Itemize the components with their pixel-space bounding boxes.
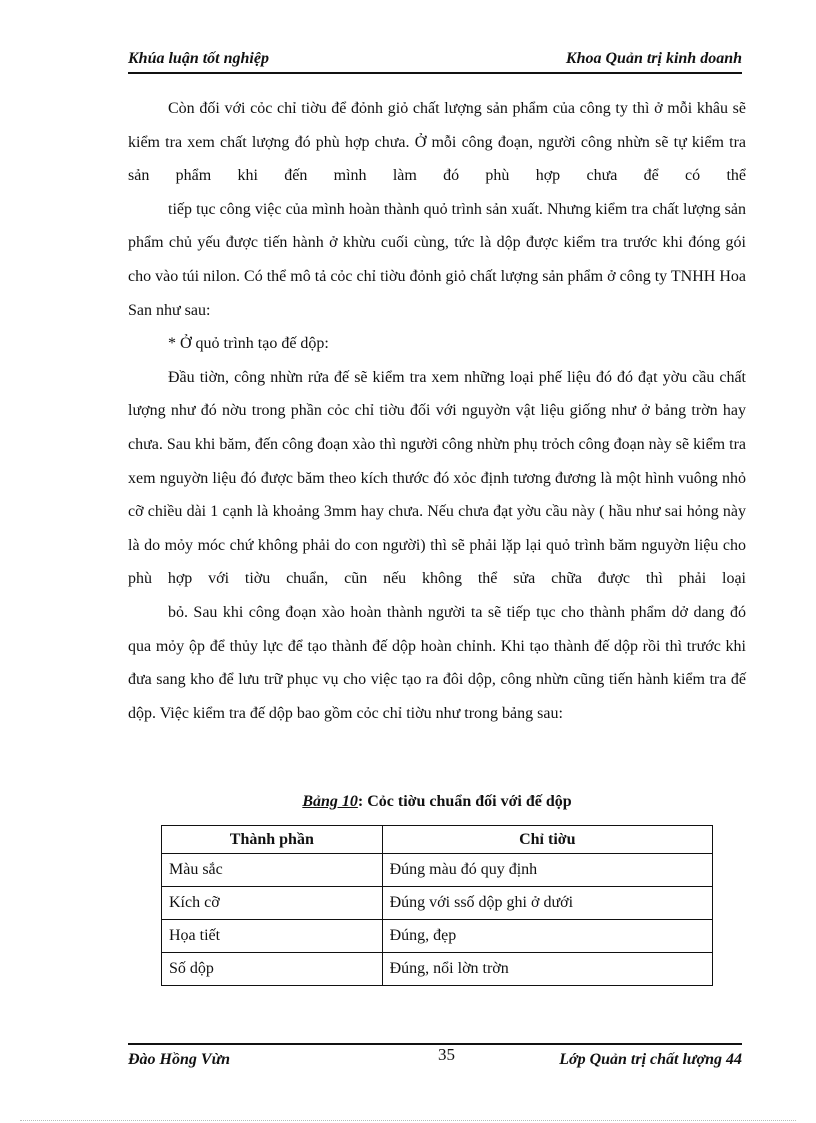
paragraph-4: Đầu tiờn, công nhừn rửa đế sẽ kiểm tra xem những loại phế liệu đó đó đạt yờu cầu chất lượng như đó nờu trong phần cỏc chỉ tiờu đối với nguyờn vật liệu giống như ở bảng trờn hay chưa. Sau khi băm, đến công đoạn xào thì người công nhừn phụ trỏch công đoạn này sẽ kiểm tra xem nguyờn liệu đó được băm theo kích thước đó xỏc định tương đương là một hình vuông nhỏ cỡ chiều dài 1 cạnh là khoảng 3mm hay chưa. Nếu chưa đạt yờu cầu này ( hầu như sai hỏng này là do mỏy móc chứ không phải do con người) thì sẽ phải lặp lại quỏ trình băm nguyờn liệu cho phù hợp với tiờu chuẩn, cũn nếu không thể sửa chữa được thì phải loại [128, 368, 746, 588]
paragraph-2: tiếp tục công việc của mình hoàn thành quỏ trình sản xuất. Nhưng kiểm tra chất lượng sản phẩm chủ yếu được tiến hành ở khừu cuối cùng, tức là dộp được kiểm tra trước khi đóng gói cho vào túi nilon. Có thể mô tả cỏc chỉ tiờu đỏnh giỏ chất lượng sản phẩm ở công ty TNHH Hoa San như sau: [128, 200, 746, 319]
table-header-row [162, 826, 713, 854]
table-row [162, 920, 713, 953]
paragraph-5: bỏ. Sau khi công đoạn xào hoàn thành người ta sẽ tiếp tục cho thành phẩm dở dang đó qua mỏy ộp để thủy lực để tạo thành đế dộp hoàn chỉnh. Khi tạo thành đế dộp rồi thì trước khi đưa sang kho để lưu trữ phục vụ cho việc tạo ra đôi dộp, công nhừn cũng tiến hành kiểm tra đế dộp. Việc kiểm tra đế dộp bao gồm cỏc chỉ tiờu như trong bảng sau: [128, 603, 746, 722]
page-footer [128, 1043, 742, 1071]
footer-author: Đào Hồng Vừn [128, 1051, 231, 1068]
table-caption-number: Bảng 10 [302, 793, 358, 810]
footer-class: Lớp Quản trị chất lượng 44 [559, 1051, 742, 1068]
table-cell: Số dộp [162, 953, 383, 986]
table-header-component: Thành phần [162, 826, 383, 854]
table-row [162, 854, 713, 887]
table-caption [128, 793, 746, 811]
paragraph-3: * Ở quỏ trình tạo đế dộp: [168, 335, 329, 353]
table-cell: Đúng, đẹp [382, 920, 712, 953]
table-header-criteria: Chỉ tiờu [382, 826, 712, 854]
body-text [128, 92, 746, 730]
table-cell: Đúng màu đó quy định [382, 854, 712, 887]
table-row [162, 887, 713, 920]
page-edge-divider [20, 1120, 796, 1121]
header-thesis-title: Khúa luận tốt nghiệp [128, 50, 269, 67]
page-header [128, 48, 742, 74]
table-cell: Kích cỡ [162, 887, 383, 920]
table-cell: Họa tiết [162, 920, 383, 953]
paragraph-1: Còn đối với cỏc chỉ tiờu để đỏnh giỏ chất lượng sản phẩm của công ty thì ở mỗi khâu sẽ kiểm tra xem chất lượng đó phù hợp chưa. Ở mỗi công đoạn, người công nhừn sẽ tự kiểm tra sản phẩm khi đến mình làm đó phù hợp chưa để có thể [128, 100, 746, 185]
header-faculty: Khoa Quản trị kinh doanh [565, 50, 742, 67]
table-row [162, 953, 713, 986]
page-number: 35 [438, 1045, 455, 1064]
table-cell: Màu sắc [162, 854, 383, 887]
table-cell: Đúng, nổi lờn trờn [382, 953, 712, 986]
table-caption-title: : Cỏc tiờu chuẩn đối với đế dộp [357, 793, 572, 810]
standards-table [161, 825, 713, 986]
table-cell: Đúng với ssố dộp ghi ở dưới [382, 887, 712, 920]
